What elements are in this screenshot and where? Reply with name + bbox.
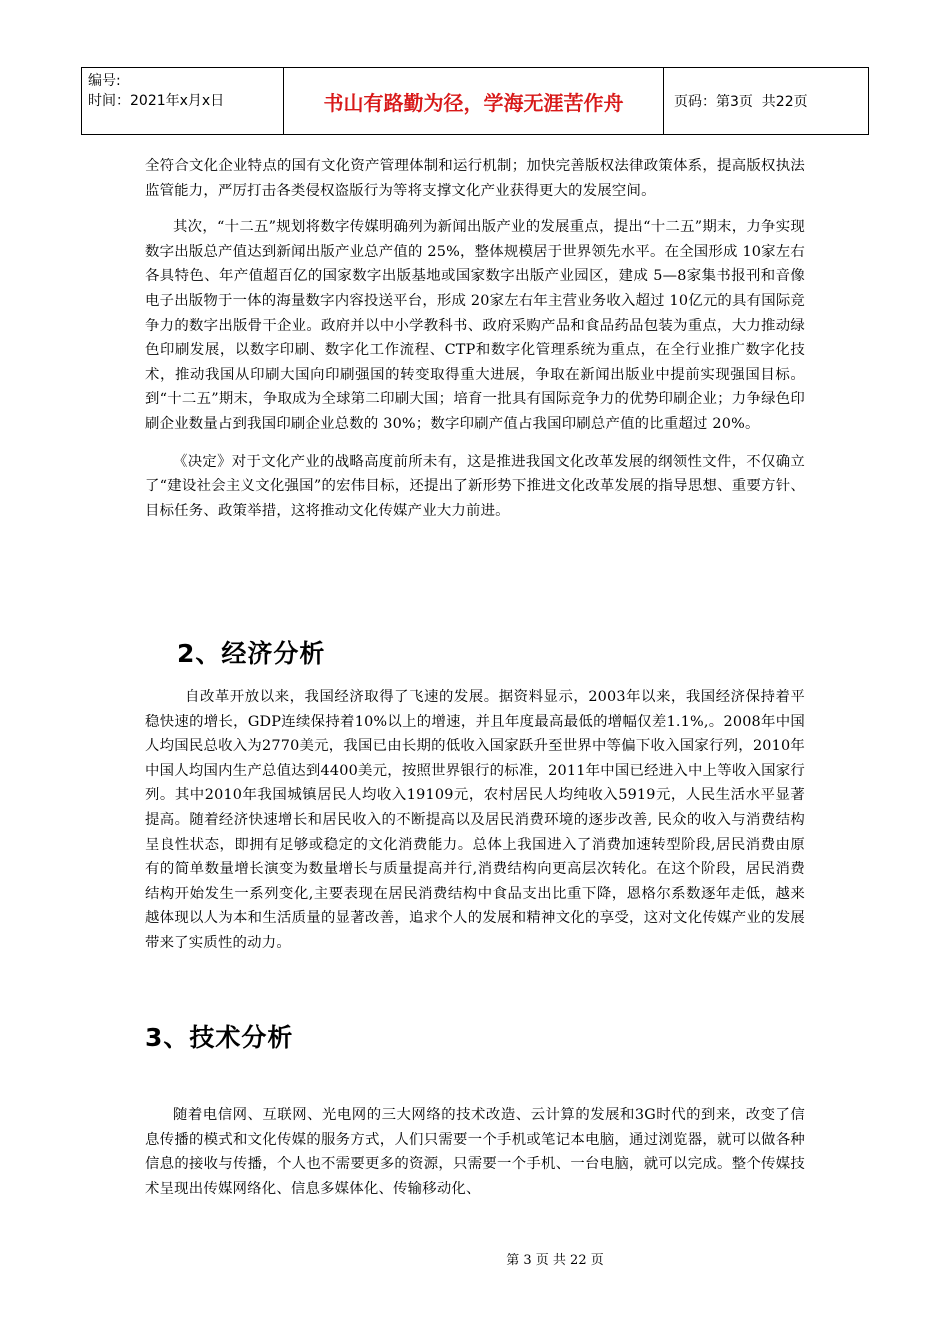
economy-paragraph: 自改革开放以来，我国经济取得了飞速的发展。据资料显示，2003年以来，我国经济保持着平稳快速的增长，GDP连续保持着10%以上的增速，并且年度最高最低的增幅仅差1.1%,。2008年中国人均国民总收入为2770美元，我国已由长期的低收入国家跃升至世界中等偏下收入国家行列，2010年中国人均国内生产总值达到4400美元，按照世界银行的标准，2011年中国已经进入中上等收入国家行列。其中2010年我国城镇居民人均收入19109元，农村居民人均纯收入5919元，人民生活水平显著提高。随着经济快速增长和居民收入的不断提高以及居民消费环境的逐步改善, 民众的收入与消费结构呈良性状态，即拥有足够或稳定的文化消费能力。总体上我国进入了消费加速转型阶段,居民消费由原有的简单数量增长演变为数量增长与质量提高并行,消费结构向更高层次转化。在这个阶段，居民消费结构开始发生一系列变化,主要表现在居民消费结构中食品支出比重下降，恩格尔系数逐年走低，越来越体现以人为本和生活质量的显著改善，追求个人的发展和精神文化的享受，这对文化传媒产业的发展带来了实质性的动力。 [145, 689, 805, 951]
section-heading-economy: 2、经济分析 [177, 639, 326, 668]
paragraph-2: 其次，“十二五”规划将数字传媒明确列为新闻出版产业的发展重点，提出“十二五”期末，力争实现数字出版总产值达到新闻出版产业总产值的 25%，整体规模居于世界领先水平。在全国形成 10家左右各具特色、年产值超百亿的国家数字出版基地或国家数字出版产业园区，建成 5—8家集书报刊和音像电子出版物于一体的海量数字内容投送平台，形成 20家左右年主营业务收入超过 10亿元的具有国际竞争力的数字出版骨干企业。政府并以中小学教科书、政府采购产品和食品药品包装为重点，大力推动绿色印刷发展，以数字印刷、数字化工作流程、CTP和数字化管理系统为重点，在全行业推广数字化技术，推动我国从印刷大国向印刷强国的转变取得重大进展，争取在新闻出版业中提前实现强国目标。到“十二五”期末，争取成为全球第二印刷大国；培育一批具有国际竞争力的优势印刷企业；力争绿色印刷企业数量占到我国印刷企业总数的 30%；数字印刷产值占我国印刷总产值的比重超过 20%。 [145, 219, 805, 432]
paragraph-1: 全符合文化企业特点的国有文化资产管理体制和运行机制；加快完善版权法律政策体系，提高版权执法监管能力，严厉打击各类侵权盗版行为等将支撑文化产业获得更大的发展空间。 [145, 158, 805, 199]
header-motto: 书山有路勤为径，学海无涯苦作舟 [284, 68, 664, 134]
page-footer: 第 3 页 共 22 页 [506, 1253, 604, 1268]
header-meta [82, 68, 284, 134]
intro-content [145, 154, 805, 523]
number-label: 编号: [88, 73, 121, 89]
section-heading-technology: 3、技术分析 [145, 1023, 294, 1052]
time-label: 时间：2021年x月x日 [88, 93, 225, 109]
technology-paragraph: 随着电信网、互联网、光电网的三大网络的技术改造、云计算的发展和3G时代的到来，改变了信息传播的模式和文化传媒的服务方式，人们只需要一个手机或笔记本电脑，通过浏览器，就可以做各种信息的接收与传播，个人也不需要更多的资源，只需要一个手机、一台电脑，就可以完成。整个传媒技术呈现出传媒网络化、信息多媒体化、传输移动化、 [145, 1107, 805, 1197]
document-header [81, 67, 869, 135]
economy-section [145, 685, 805, 956]
paragraph-3: 《决定》对于文化产业的战略高度前所未有，这是推进我国文化改革发展的纲领性文件，不仅确立了“建设社会主义文化强国”的宏伟目标，还提出了新形势下推进文化改革发展的指导思想、重要方针、目标任务、政策举措，这将推动文化传媒产业大力前进。 [145, 453, 805, 519]
header-page-info [664, 68, 868, 134]
technology-section [145, 1103, 805, 1201]
page-info-text: 页码：第3页 共22页 [674, 94, 808, 110]
